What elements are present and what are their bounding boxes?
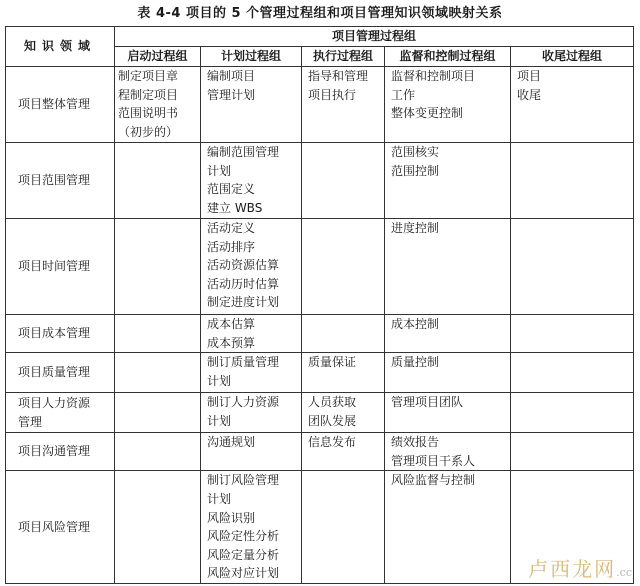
process-cell-executing — [302, 67, 385, 143]
process-cell-planning — [201, 143, 302, 219]
process-item: 收尾 — [517, 87, 542, 102]
header-group-planning: 计划过程组 — [201, 47, 302, 67]
process-cell-monitoring — [385, 433, 511, 471]
process-cell-closing — [511, 353, 634, 393]
process-item: 制定进度计划 — [207, 295, 280, 310]
process-item: 团队发展 — [308, 413, 357, 428]
process-item: （初步的） — [118, 124, 179, 139]
process-cell-executing — [302, 393, 385, 433]
process-cell-initiating — [115, 471, 201, 584]
knowledge-area-cell — [6, 353, 115, 393]
process-item: 工作 — [391, 87, 416, 102]
process-item: 活动排序 — [207, 239, 256, 254]
process-item: 计划 — [207, 373, 232, 388]
process-item: 制订人力资源 — [207, 395, 280, 410]
process-cell-planning — [201, 433, 302, 471]
process-cell-planning — [201, 315, 302, 353]
process-item: 项目 — [517, 69, 542, 83]
process-item: 建立 WBS — [207, 200, 263, 215]
process-cell-planning — [201, 353, 302, 393]
process-cell-closing — [511, 433, 634, 471]
header-group-monitoring: 监督和控制过程组 — [385, 47, 511, 67]
process-item: 风险监督与控制 — [391, 473, 476, 488]
process-cell-initiating — [115, 315, 201, 353]
process-item: 人员获取 — [308, 395, 357, 410]
knowledge-area-cell — [6, 393, 115, 433]
header-process-groups: 项目管理过程组 — [115, 27, 634, 47]
process-item: 质量控制 — [391, 355, 440, 370]
process-item: 范围说明书 — [118, 106, 179, 121]
table-row — [6, 67, 634, 143]
process-cell-initiating — [115, 393, 201, 433]
process-cell-planning — [201, 219, 302, 315]
process-cell-initiating — [115, 353, 201, 393]
process-cell-closing — [511, 67, 634, 143]
knowledge-area-label: 项目成本管理 — [18, 326, 91, 341]
knowledge-area-label: 项目沟通管理 — [18, 444, 91, 459]
process-cell-monitoring — [385, 67, 511, 143]
table-row — [6, 143, 634, 219]
process-item: 活动资源估算 — [207, 258, 280, 273]
process-item: 制订风险管理 — [207, 473, 280, 488]
process-item: 计划 — [207, 491, 232, 506]
process-cell-planning — [201, 67, 302, 143]
process-item: 绩效报告 — [391, 435, 440, 450]
table-row — [6, 219, 634, 315]
process-item: 管理项目团队 — [391, 395, 464, 410]
process-cell-monitoring — [385, 353, 511, 393]
knowledge-area-label: 项目风险管理 — [18, 519, 91, 534]
watermark-logo: 卢西龙网.cc — [528, 557, 632, 581]
table-row — [6, 393, 634, 433]
process-item: 成本控制 — [391, 317, 440, 331]
process-item: 范围定义 — [207, 182, 256, 197]
process-cell-closing — [511, 219, 634, 315]
process-item: 计划 — [207, 163, 232, 178]
process-item: 范围核实 — [391, 145, 440, 159]
process-item: 进度控制 — [391, 221, 440, 235]
process-cell-planning — [201, 393, 302, 433]
process-item: 管理项目干系人 — [391, 453, 476, 468]
process-cell-monitoring — [385, 393, 511, 433]
process-item: 计划 — [207, 413, 232, 428]
process-cell-monitoring — [385, 471, 511, 584]
knowledge-area-cell — [6, 219, 115, 315]
header-group-executing: 执行过程组 — [302, 47, 385, 67]
process-item: 制定项目章 — [118, 69, 179, 83]
process-cell-closing — [511, 315, 634, 353]
process-knowledge-mapping-table — [5, 26, 634, 584]
process-item: 项目执行 — [308, 87, 357, 102]
table-row — [6, 433, 634, 471]
process-item: 制订质量管理 — [207, 355, 280, 370]
process-item: 信息发布 — [308, 435, 357, 450]
knowledge-area-cell — [6, 433, 115, 471]
process-cell-monitoring — [385, 143, 511, 219]
process-item: 活动定义 — [207, 221, 256, 235]
process-cell-monitoring — [385, 219, 511, 315]
process-item: 成本估算 — [207, 317, 256, 331]
header-knowledge-area: 知识领域 — [6, 27, 115, 67]
process-cell-initiating — [115, 219, 201, 315]
knowledge-area-label-line: 项目人力资源 — [18, 396, 91, 411]
knowledge-area-label-line: 管理 — [18, 414, 43, 429]
knowledge-area-cell — [6, 471, 115, 584]
process-item: 整体变更控制 — [391, 106, 464, 121]
knowledge-area-label: 项目时间管理 — [18, 259, 91, 274]
header-group-initiating: 启动过程组 — [115, 47, 201, 67]
process-item: 监督和控制项目 — [391, 69, 476, 83]
process-item: 成本预算 — [207, 335, 256, 350]
process-cell-monitoring — [385, 315, 511, 353]
table-caption: 表 4-4 项目的 5 个管理过程组和项目管理知识领域映射关系 — [137, 6, 503, 21]
process-item: 指导和管理 — [308, 69, 369, 83]
process-item: 质量保证 — [308, 355, 357, 370]
process-item: 活动历时估算 — [207, 276, 280, 291]
process-cell-initiating — [115, 143, 201, 219]
process-item: 程制定项目 — [118, 87, 179, 102]
process-item: 风险对应计划 — [207, 566, 280, 581]
process-cell-closing — [511, 143, 634, 219]
knowledge-area-label: 项目质量管理 — [18, 365, 91, 380]
knowledge-area-label: 项目整体管理 — [18, 97, 91, 112]
process-item: 沟通规划 — [207, 435, 256, 450]
knowledge-area-cell — [6, 67, 115, 143]
process-item: 风险定量分析 — [207, 547, 280, 562]
process-cell-executing — [302, 219, 385, 315]
process-item: 编制项目 — [207, 69, 256, 83]
process-cell-executing — [302, 315, 385, 353]
process-item: 管理计划 — [207, 87, 256, 102]
knowledge-area-cell — [6, 315, 115, 353]
process-cell-executing — [302, 433, 385, 471]
process-item: 范围控制 — [391, 163, 440, 178]
process-cell-executing — [302, 471, 385, 584]
process-cell-planning — [201, 471, 302, 584]
process-cell-closing — [511, 393, 634, 433]
header-group-closing: 收尾过程组 — [511, 47, 634, 67]
process-cell-initiating — [115, 67, 201, 143]
table-row — [6, 353, 634, 393]
process-cell-executing — [302, 353, 385, 393]
process-cell-initiating — [115, 433, 201, 471]
knowledge-area-label: 项目范围管理 — [18, 173, 91, 188]
knowledge-area-cell — [6, 143, 115, 219]
process-item: 风险识别 — [207, 510, 256, 525]
process-item: 编制范围管理 — [207, 145, 280, 159]
table-row — [6, 315, 634, 353]
process-cell-executing — [302, 143, 385, 219]
process-item: 风险定性分析 — [207, 529, 280, 544]
